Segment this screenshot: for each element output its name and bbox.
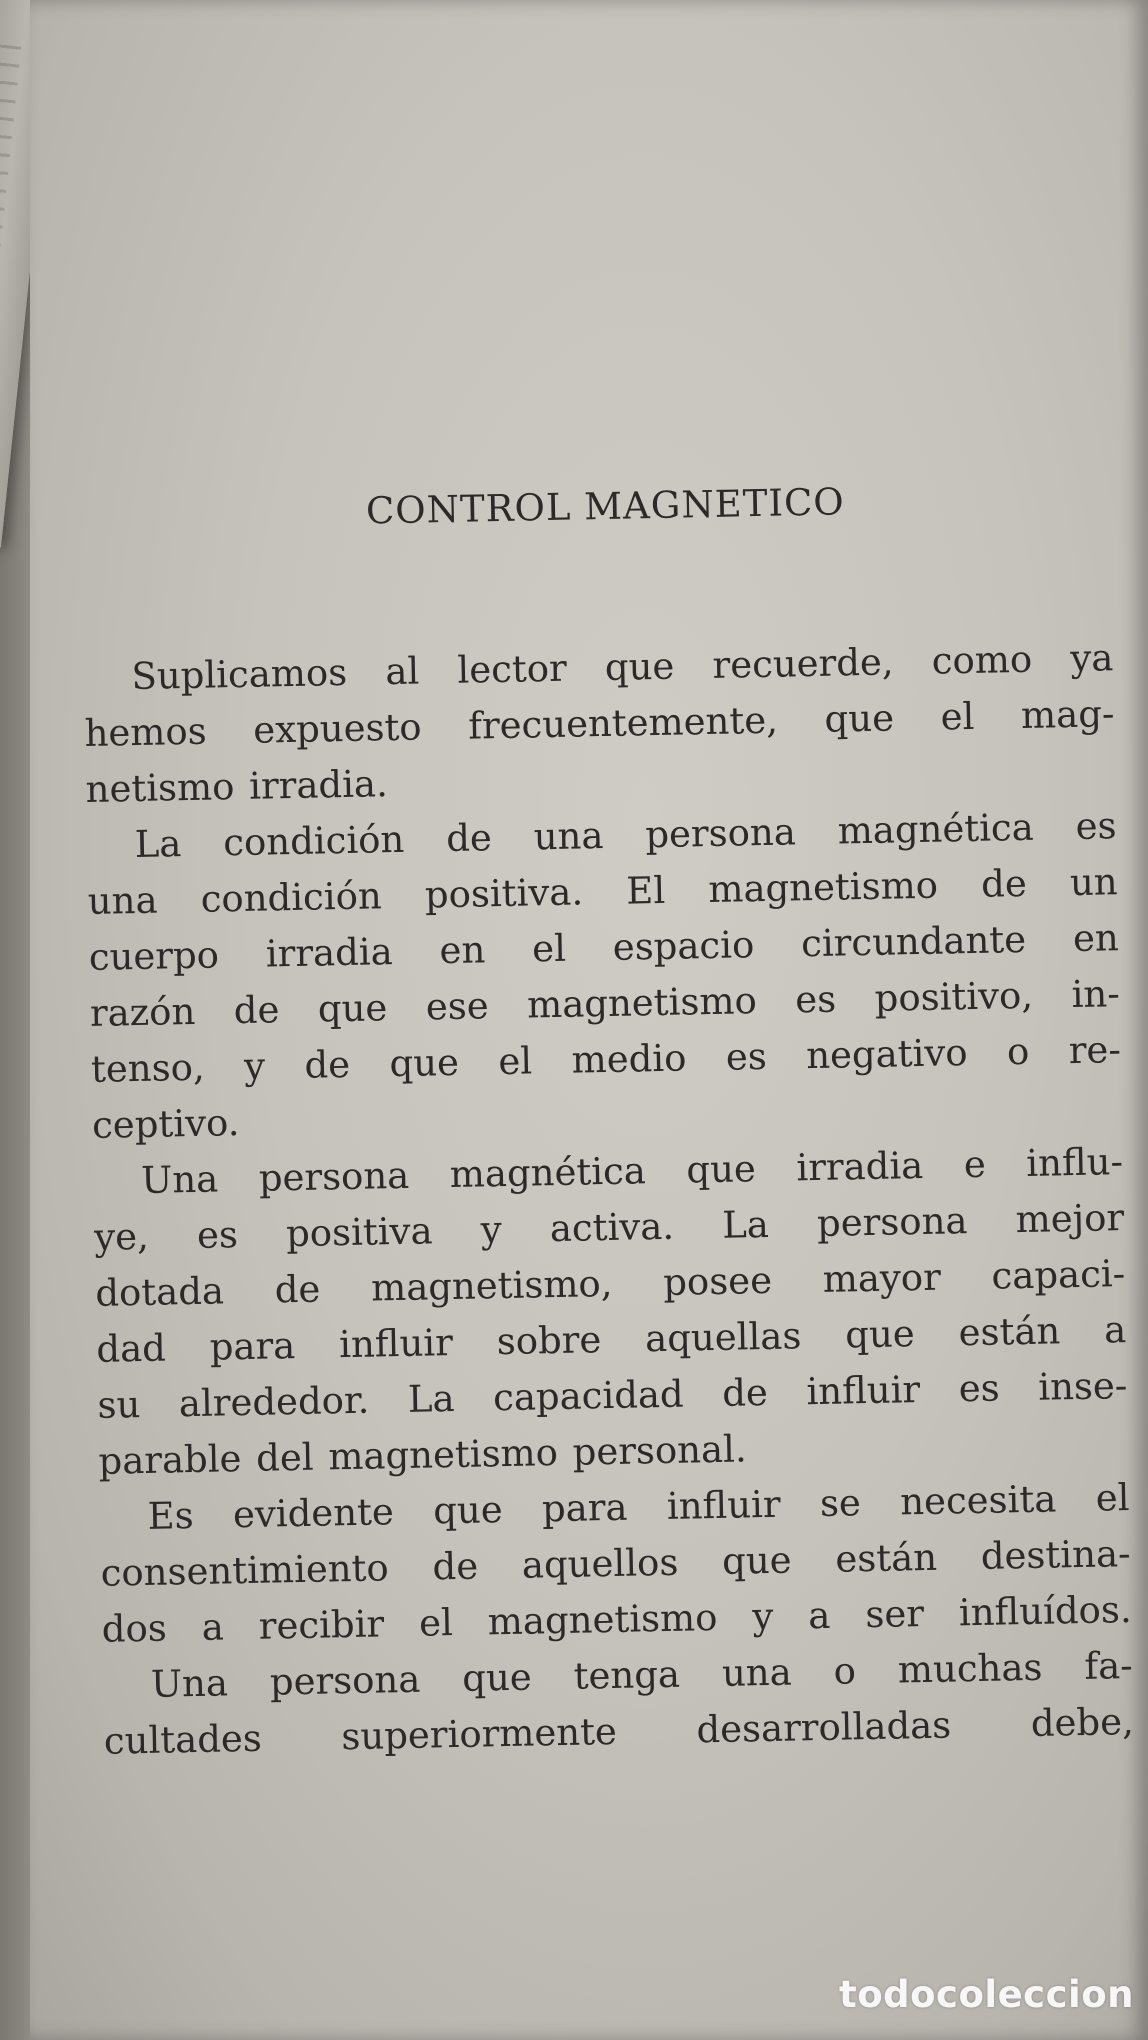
text-line: ceptivo. <box>91 1101 240 1147</box>
text-line: cultades superiormente desarrolladas debe, <box>103 1700 1135 1763</box>
text-line: netismo irradia. <box>85 762 389 811</box>
text-line: su alrededor. La capacidad de influir es inse- <box>97 1364 1128 1427</box>
paragraph <box>86 798 1122 1154</box>
text-line: La condición de una persona magnética es <box>134 804 1117 867</box>
text-line: dotada de magnetismo, posee mayor capaci- <box>94 1252 1126 1315</box>
chapter-title: CONTROL MAGNETICO <box>365 480 846 533</box>
text-line: hemos expuesto frecuentemente, que el mag- <box>84 692 1115 755</box>
page-text-block <box>80 475 1134 1770</box>
text-line: Una persona que tenga una o muchas fa- <box>150 1644 1134 1706</box>
previous-page-text-fragment <box>0 44 21 485</box>
text-line: ye, es positiva y activa. La persona mejor <box>93 1196 1125 1259</box>
text-line: cuerpo irradia en el espacio circundante en <box>88 916 1120 979</box>
text-line: consentimiento de aquellos que están destina- <box>100 1532 1131 1595</box>
text-line: razón de que ese magnetismo es positivo, in- <box>89 972 1121 1035</box>
paragraph <box>102 1638 1134 1770</box>
site-watermark: todocoleccion <box>839 1973 1134 2016</box>
paragraph <box>99 1470 1132 1658</box>
text-line: Suplicamos al lector que recuerde, como ya <box>131 636 1114 699</box>
paragraph <box>83 630 1116 818</box>
text-line: Una persona magnética que irradia e influ- <box>140 1140 1124 1202</box>
text-line: Es evidente que para influir se necesita el <box>147 1476 1130 1538</box>
text-line: tenso, y de que el medio es negativo o re- <box>90 1028 1122 1091</box>
text-line: dos a recibir el magnetismo y a ser influídos. <box>101 1588 1133 1651</box>
text-line: una condición positiva. El magnetismo de un <box>87 860 1119 923</box>
paragraph <box>93 1134 1129 1490</box>
text-line: dad para influir sobre aquellas que están a <box>95 1308 1127 1371</box>
text-line: parable del magnetismo personal. <box>98 1427 748 1483</box>
